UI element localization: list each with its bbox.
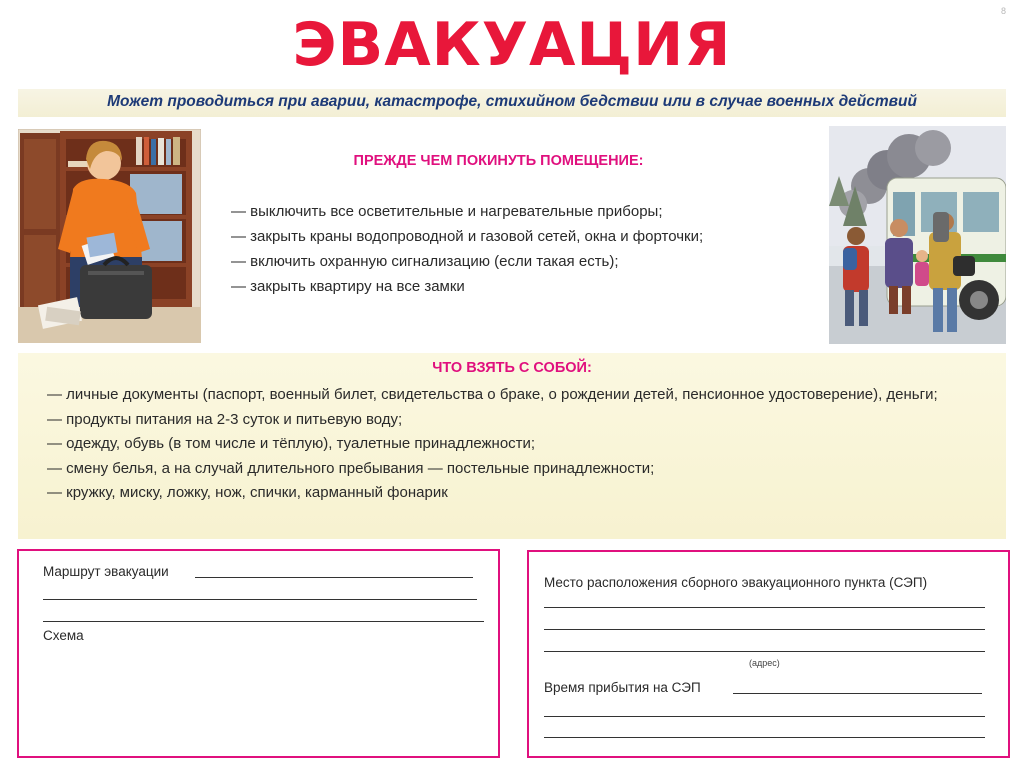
page-title: ЭВАКУАЦИЯ (292, 10, 732, 80)
route-label: Маршрут эвакуации (43, 564, 169, 579)
scheme-label: Схема (43, 628, 84, 643)
take-with-list (47, 383, 977, 506)
assembly-point-box (527, 550, 1010, 758)
arrival-line-2[interactable] (544, 716, 985, 717)
list-item: — продукты питания на 2-3 суток и питьевую воду; (47, 410, 403, 428)
route-line-1[interactable] (195, 577, 473, 578)
packing-illustration (18, 129, 201, 343)
location-line-2[interactable] (544, 629, 985, 630)
page-subtitle: Может проводиться при аварии, катастрофе, стихийном бедствии или в случае военных действий (107, 93, 917, 110)
list-item: — закрыть квартиру на все замки (231, 278, 465, 295)
list-item: — включить охранную сигнализацию (если такая есть); (231, 253, 619, 270)
route-line-2[interactable] (43, 599, 477, 600)
list-item: — смену белья, а на случай длительного пребывания — постельные принадлежности; (47, 459, 655, 477)
before-leaving-heading: ПРЕЖДЕ ЧЕМ ПОКИНУТЬ ПОМЕЩЕНИЕ: (353, 153, 644, 169)
arrival-line-3[interactable] (544, 737, 985, 738)
assembly-location-label: Место расположения сборного эвакуационного пункта (СЭП) (544, 575, 928, 590)
list-item: — кружку, миску, ложку, нож, спички, карманный фонарик (47, 484, 448, 501)
list-item: — личные документы (паспорт, военный билет, свидетельства о браке, о рождении детей, пенсионное удостоверение), деньги; (47, 386, 938, 403)
list-item: — одежду, обувь (в том числе и тёплую), туалетные принадлежности; (47, 435, 536, 452)
take-with-heading: ЧТО ВЗЯТЬ С СОБОЙ: (432, 360, 592, 376)
evacuation-route-box (17, 549, 500, 758)
arrival-line-1[interactable] (733, 693, 982, 694)
address-note: (адрес) (749, 658, 780, 668)
list-item: — выключить все осветительные и нагревательные приборы; (231, 203, 663, 220)
before-leaving-list (231, 199, 703, 299)
arrival-time-label: Время прибытия на СЭП (544, 680, 701, 695)
location-line-1[interactable] (544, 607, 985, 608)
bus-boarding-illustration (829, 126, 1006, 344)
route-line-3[interactable] (43, 621, 484, 622)
slide-number: 8 (1000, 6, 1006, 16)
location-line-3[interactable] (544, 651, 985, 652)
list-item: — закрыть краны водопроводной и газовой сетей, окна и форточки; (231, 228, 704, 245)
